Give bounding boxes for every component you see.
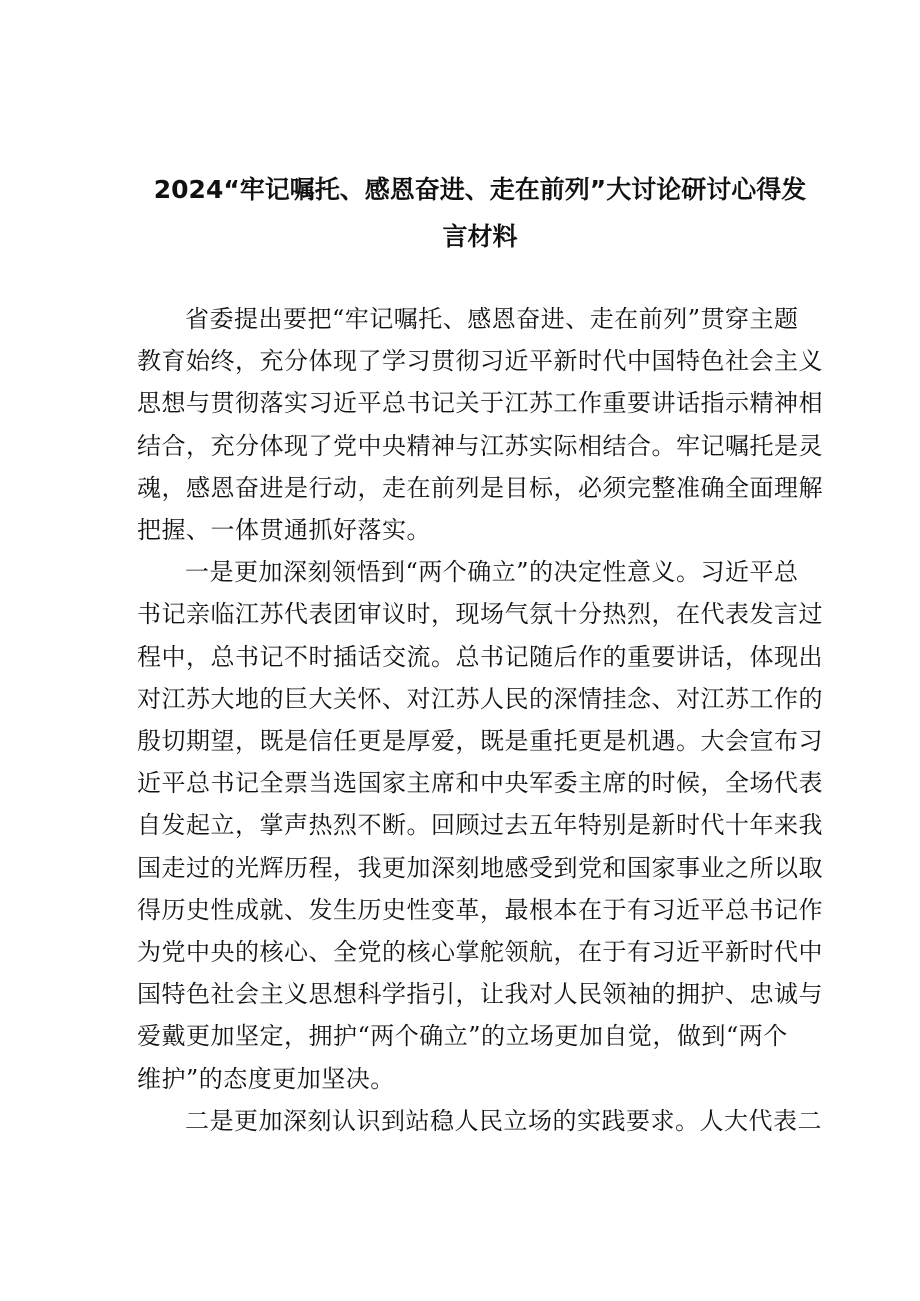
- paragraph-line: 二是更加深刻认识到站稳人民立场的实践要求。人大代表二: [185, 1106, 822, 1135]
- paragraph-line: 得历史性成就、发生历史性变革，最根本在于有习近平总书记作: [137, 895, 823, 924]
- title-line-2: 言材料: [442, 222, 518, 251]
- paragraph-line: 殷切期望，既是信任更是厚爱，既是重托更是机遇。大会宣布习: [137, 727, 823, 756]
- paragraph-line: 教育始终，充分体现了学习贯彻习近平新时代中国特色社会主义: [137, 347, 823, 376]
- paragraph-line: 书记亲临江苏代表团审议时，现场气氛十分热烈，在代表发言过: [137, 600, 823, 629]
- paragraph-line: 为党中央的核心、全党的核心掌舵领航，在于有习近平新时代中: [137, 938, 823, 967]
- document-title: [140, 166, 820, 260]
- paragraph-point-two: [137, 1100, 822, 1142]
- paragraph-line: 自发起立，掌声热烈不断。回顾过去五年特别是新时代十年来我: [137, 811, 823, 840]
- paragraph-line: 维护”的态度更加坚决。: [137, 1064, 395, 1093]
- paragraph-line: 省委提出要把“牢记嘱托、感恩奋进、走在前列”贯穿主题: [185, 305, 799, 333]
- paragraph-line: 一是更加深刻领悟到“两个确立”的决定性意义。习近平总: [185, 558, 799, 587]
- paragraph-line: 国特色社会主义思想科学指引，让我对人民领袖的拥护、忠诚与: [137, 980, 823, 1009]
- paragraph-line: 把握、一体贯通抓好落实。: [137, 516, 431, 545]
- paragraph-line: 近平总书记全票当选国家主席和中央军委主席的时候，全场代表: [137, 769, 823, 798]
- paragraph-line: 爱戴更加坚定，拥护“两个确立”的立场更加自觉，做到“两个: [137, 1022, 788, 1051]
- paragraph-line: 结合，充分体现了党中央精神与江苏实际相结合。牢记嘱托是灵: [137, 431, 823, 460]
- paragraph-line: 程中，总书记不时插话交流。总书记随后作的重要讲话，体现出: [137, 642, 823, 671]
- paragraph-line: 思想与贯彻落实习近平总书记关于江苏工作重要讲话指示精神相: [137, 389, 823, 418]
- paragraph-intro: [137, 298, 823, 551]
- paragraph-line: 国走过的光辉历程，我更加深刻地感受到党和国家事业之所以取: [137, 853, 823, 882]
- title-line-1: 2024“牢记嘱托、感恩奋进、走在前列”大讨论研讨心得发: [153, 175, 807, 204]
- paragraph-line: 魂，感恩奋进是行动，走在前列是目标，必须完整准确全面理解: [137, 473, 823, 502]
- document-body: [137, 298, 823, 1142]
- paragraph-point-one: [137, 551, 823, 1100]
- paragraph-line: 对江苏大地的巨大关怀、对江苏人民的深情挂念、对江苏工作的: [137, 684, 823, 713]
